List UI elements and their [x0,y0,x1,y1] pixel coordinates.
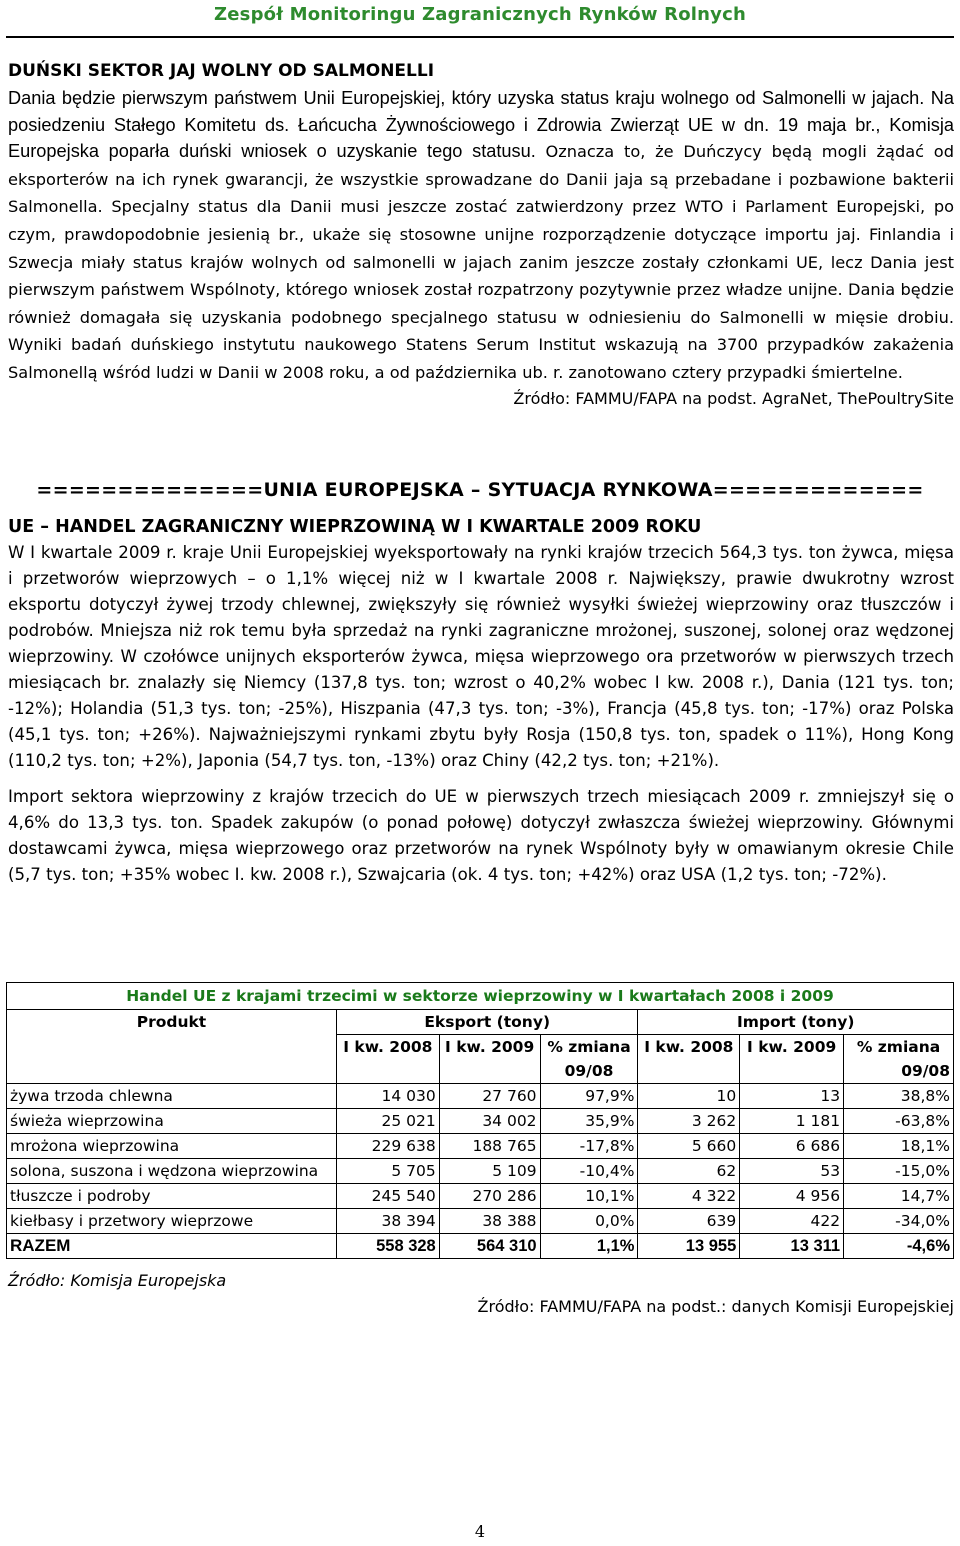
cell-product: tłuszcze i podroby [7,1184,337,1209]
table-row [7,1184,954,1209]
header-spacer [336,1059,439,1084]
table-row [7,1159,954,1184]
cell-product: mrożona wieprzowina [7,1134,337,1159]
column-group-import: Import (tony) [638,1010,954,1035]
paragraph-text: Dania będzie pierwszym państwem Unii Europejskiej, który uzyska status kraju wolnego od Salmonelli w jajach. Na posiedzeniu Stałego Komitetu ds. Łańcucha Żywnościowego i Zdrowia Zwierząt UE w dn. 19 maja br., Komisja Europejska poparła duński wniosek o uzyskanie tego statusu. [8,88,954,162]
cell-import-change: -4,6% [844,1234,954,1259]
paragraph-text: Finlandia i Szwecja miały status krajów wolnych od salmonelli w jajach zanim jeszcze zostały członkami UE, lecz Dania jest pierwszym państwem Wspólnoty, którego wniosek został rozpatrzony pozytywnie przez władze unijne. Dania będzie również domagała się uzyskania podobnego specjalnego statusu w odniesieniu do Salmonelli w mięsie drobiu. Wyniki badań duńskiego instytutu naukowego Statens Serum Institut wskazują na 3700 przypadków zakażenia Salmonellą wśród ludzi w Danii w 2008 roku, a od października ub. r. zanotowano cztery przypadki śmiertelne. [8,224,954,382]
column-group-export: Eksport (tony) [336,1010,638,1035]
cell-import-2009: 4 956 [740,1184,844,1209]
cell-export-2009: 27 760 [439,1084,540,1109]
column-header-export-2008: I kw. 2008 [336,1035,439,1060]
cell-import-2008: 3 262 [638,1109,740,1134]
cell-import-2008: 62 [638,1159,740,1184]
header-spacer [7,1035,337,1060]
article-salmonella [8,58,954,411]
column-header-import-period: 09/08 [844,1059,954,1084]
cell-export-2008: 229 638 [336,1134,439,1159]
article-heading: DUŃSKI SEKTOR JAJ WOLNY OD SALMONELLI [8,61,435,81]
page-header-title: Zespół Monitoringu Zagranicznych Rynków Rolnych [214,4,746,25]
table-row [7,1209,954,1234]
table-row-total [7,1234,954,1259]
cell-import-change: -15,0% [844,1159,954,1184]
cell-import-2009: 422 [740,1209,844,1234]
header-divider [6,36,954,38]
cell-export-change: 0,0% [540,1209,638,1234]
table-row [7,1109,954,1134]
column-header-import-2009: I kw. 2009 [740,1035,844,1060]
article-pork-trade [8,514,954,888]
cell-import-2009: 53 [740,1159,844,1184]
cell-export-2008: 245 540 [336,1184,439,1209]
article-paragraph: W I kwartale 2009 r. kraje Unii Europejskiej wyeksportowały na rynki krajów trzecich 564,3 tys. ton żywca, mięsa i przetworów wieprzowych – o 1,1% więcej niż w I kwartale 2008 r. Największy, prawie dwukrotny wzrost eksportu dotyczył żywej trzody chlewnej, zwiększyły się również wysyłki świeżej wieprzowiny oraz tłuszczów i podrobów. Mniejsza niż rok temu była sprzedaż na rynki zagraniczne mrożonej, suszonej, solonej oraz wędzonej wieprzowiny. W czołówce unijnych eksporterów żywca, mięsa wieprzowego ora przetworów w pierwszych trzech miesiącach br. znalazły się Niemcy (137,8 tys. ton; wzrost o 40,2% wobec I kw. 2008 r.), Dania (121 tys. ton; -12%); Holandia (51,3 tys. ton; -25%), Hiszpania (47,3 tys. ton; -3%), Francja (45,8 tys. ton; -17%) oraz Polska (45,1 tys. ton; +26%). Najważniejszymi rynkami zbytu były Rosja (150,8 tys. ton, spadek o 11%), Hong Kong (110,2 tys. ton; +2%), Japonia (54,7 tys. ton, -13%) oraz Chiny (42,2 tys. ton; +21%). [8,543,954,770]
table-source: Źródło: Komisja Europejska [8,1271,227,1290]
cell-export-change: 35,9% [540,1109,638,1134]
header-spacer [740,1059,844,1084]
column-header-import-change: % zmiana [844,1035,954,1060]
cell-product: solona, suszona i wędzona wieprzowina [7,1159,337,1184]
cell-import-change: 18,1% [844,1134,954,1159]
cell-export-change: 10,1% [540,1184,638,1209]
cell-export-2009: 564 310 [439,1234,540,1259]
article-heading: UE – HANDEL ZAGRANICZNY WIEPRZOWINĄ W I KWARTALE 2009 ROKU [8,517,702,537]
cell-export-change: -10,4% [540,1159,638,1184]
cell-export-2009: 38 388 [439,1209,540,1234]
cell-import-2009: 13 [740,1084,844,1109]
cell-export-change: 1,1% [540,1234,638,1259]
cell-import-2008: 10 [638,1084,740,1109]
cell-product: żywa trzoda chlewna [7,1084,337,1109]
column-header-import-2008: I kw. 2008 [638,1035,740,1060]
article-source: Źródło: FAMMU/FAPA na podst.: danych Komisji Europejskiej [477,1297,954,1316]
paragraph-text: Oznacza to, że Duńczycy będą mogli żądać od eksporterów na ich rynek gwarancji, że wszystkie sprowadzane do Danii jaja są przebadane i pozbawione bakterii Salmonella. Specjalny status dla Danii musi jeszcze zostać zatwierdzony przez WTO i Parlament Europejski, po czym, prawdopodobnie jesienią br., ukaże się stosowne unijne rozporządzenie dotyczące importu jaj. [8,142,954,244]
table-body [7,1084,954,1234]
cell-export-2008: 5 705 [336,1159,439,1184]
cell-export-2009: 188 765 [439,1134,540,1159]
cell-product: świeża wieprzowina [7,1109,337,1134]
header-spacer [439,1059,540,1084]
cell-export-change: -17,8% [540,1134,638,1159]
cell-import-2008: 4 322 [638,1184,740,1209]
article-paragraph [8,85,954,387]
table-caption: Handel UE z krajami trzecimi w sektorze wieprzowiny w I kwartałach 2008 i 2009 [7,983,954,1010]
cell-export-2008: 14 030 [336,1084,439,1109]
trade-table [6,982,954,1259]
section-banner: ==============UNIA EUROPEJSKA – SYTUACJA RYNKOWA============= [36,479,924,501]
cell-product: kiełbasy i przetwory wieprzowe [7,1209,337,1234]
cell-import-change: -34,0% [844,1209,954,1234]
column-header-product: Produkt [7,1010,337,1035]
cell-product: RAZEM [7,1234,337,1259]
cell-export-2008: 25 021 [336,1109,439,1134]
cell-import-change: 38,8% [844,1084,954,1109]
cell-import-2008: 639 [638,1209,740,1234]
cell-import-change: -63,8% [844,1109,954,1134]
article-paragraph: Import sektora wieprzowiny z krajów trzecich do UE w pierwszych trzech miesiącach 2009 r. zmniejszył się o 4,6% do 13,3 tys. ton. Spadek zakupów (o ponad połowę) dotyczył zwłaszcza świeżej wieprzowiny. Głównymi dostawcami żywca, mięsa wieprzowego oraz przetworów na rynek Wspólnoty były w omawianym okresie Chile (5,7 tys. ton; +35% wobec I. kw. 2008 r.), Szwajcaria (ok. 4 tys. ton; +42%) oraz USA (1,2 tys. ton; -72%). [8,787,954,884]
cell-export-2009: 34 002 [439,1109,540,1134]
cell-import-2009: 1 181 [740,1109,844,1134]
cell-export-2008: 558 328 [336,1234,439,1259]
cell-export-2009: 270 286 [439,1184,540,1209]
cell-export-2008: 38 394 [336,1209,439,1234]
header-spacer [7,1059,337,1084]
article-source: Źródło: FAMMU/FAPA na podst. AgraNet, ThePoultrySite [513,388,954,408]
column-header-export-2009: I kw. 2009 [439,1035,540,1060]
header-spacer [638,1059,740,1084]
cell-export-2009: 5 109 [439,1159,540,1184]
column-header-export-period: 09/08 [540,1059,638,1084]
cell-import-2008: 13 955 [638,1234,740,1259]
cell-import-2008: 5 660 [638,1134,740,1159]
cell-export-change: 97,9% [540,1084,638,1109]
table-row [7,1084,954,1109]
table-row [7,1134,954,1159]
cell-import-change: 14,7% [844,1184,954,1209]
column-header-export-change: % zmiana [540,1035,638,1060]
cell-import-2009: 13 311 [740,1234,844,1259]
page-number: 4 [474,1522,486,1541]
cell-import-2009: 6 686 [740,1134,844,1159]
